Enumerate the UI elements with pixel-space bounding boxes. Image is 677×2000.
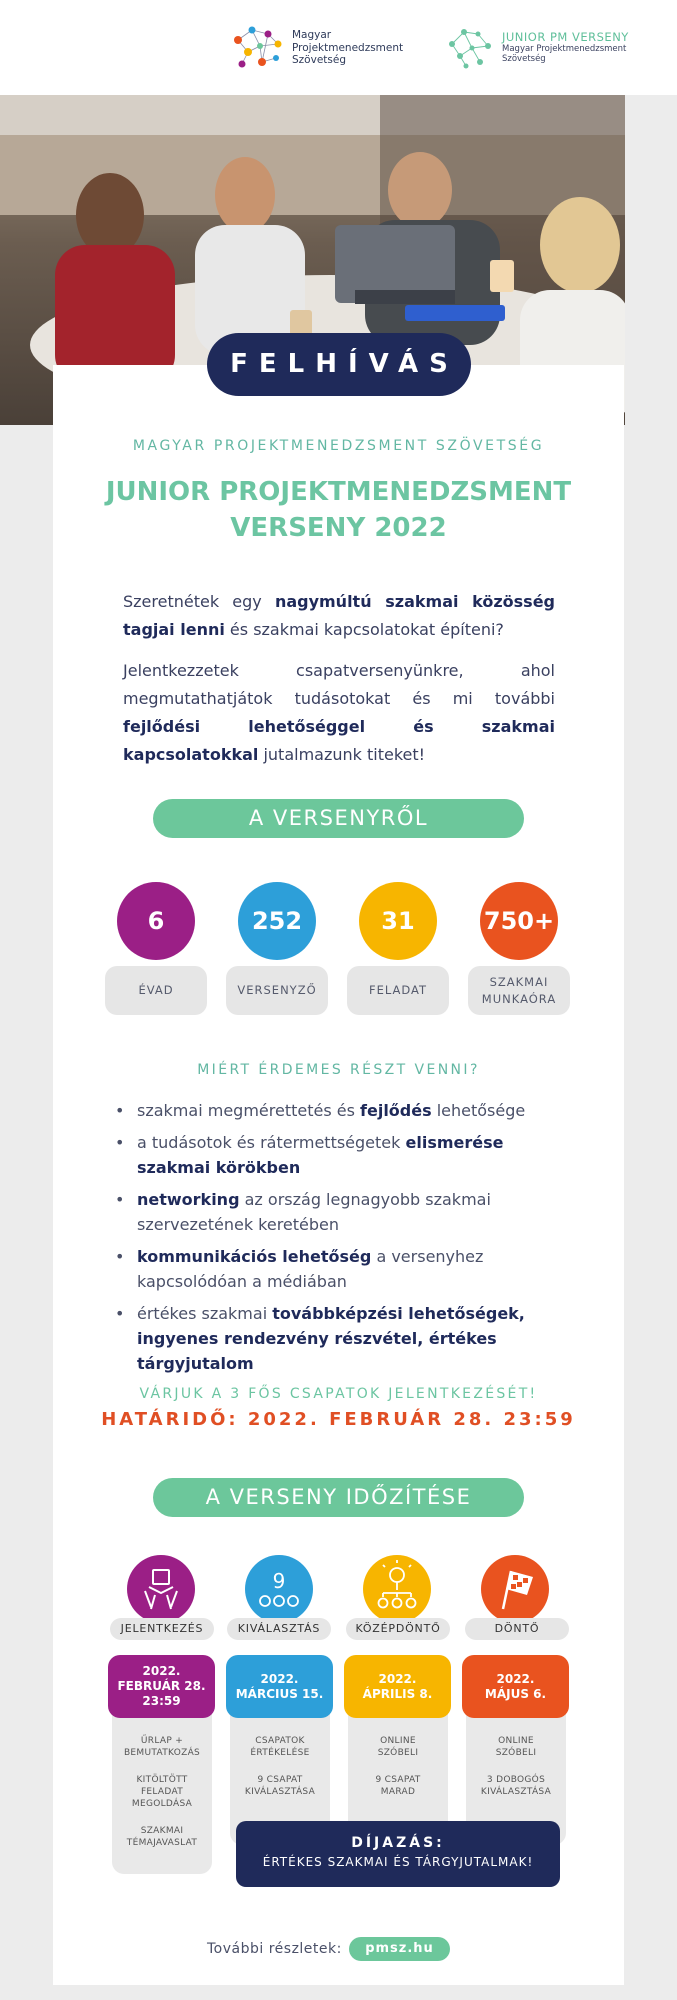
detail-item	[352, 1774, 444, 1798]
call-to-action: VÁRJUK A 3 FŐS CSAPATOK JELENTKEZÉSÉT!	[139, 1386, 538, 1402]
detail-item	[470, 1735, 562, 1759]
detail-item	[234, 1774, 326, 1798]
page-title-line-1: JUNIOR PROJEKTMENEDZSMENT	[105, 477, 572, 507]
jpm-logo-sub-line-1: Magyar Projektmenedzsment	[502, 44, 627, 55]
date-line: 2022.	[142, 1664, 181, 1678]
step-label: JELENTKEZÉS	[110, 1618, 214, 1640]
item-bold: networking	[137, 1190, 240, 1209]
deadline: HATÁRIDŐ: 2022. FEBRUÁR 28. 23:59	[101, 1409, 576, 1430]
date-line: ÁPRILIS 8.	[362, 1686, 433, 1701]
detail-line: ÉRTÉKELÉSE	[250, 1748, 310, 1758]
item-bold: továbbképzési lehetőségek, ingyenes rendezvény részvétel, értékes tárgyjutalom	[137, 1304, 525, 1373]
detail-item	[116, 1825, 208, 1849]
detail-line: KITÖLTÖTT FELADAT	[136, 1775, 188, 1797]
page-title-line-2: VERSENY 2022	[230, 513, 447, 543]
detail-item	[352, 1735, 444, 1759]
idea-network-icon	[363, 1555, 431, 1623]
detail-line: MARAD	[380, 1787, 416, 1797]
item-text: értékes szakmai	[137, 1304, 273, 1323]
stat-label-line-1: SZAKMAI	[489, 975, 549, 990]
stat-tasks	[347, 882, 449, 1015]
why-title: MIÉRT ÉRDEMES RÉSZT VENNI?	[197, 1062, 480, 1078]
network-logo-icon	[446, 24, 494, 72]
date-line: MÁRCIUS 15.	[235, 1686, 324, 1701]
stat-value: 750+	[480, 882, 558, 960]
date-line: 2022.	[378, 1671, 417, 1686]
date-line: 2022.	[496, 1671, 535, 1686]
item-bold: elismerése szakmai körökben	[137, 1133, 504, 1177]
date-line: MÁJUS 6.	[484, 1686, 547, 1701]
network-logo-icon	[232, 22, 284, 74]
footer-text: További részletek:	[207, 1941, 342, 1957]
item-text: a tudásotok és rátermettségetek	[137, 1133, 406, 1152]
intro-paragraph-1	[123, 588, 555, 644]
page-title	[0, 474, 677, 546]
stat-label: FELADAT	[347, 966, 449, 1015]
stat-label-line-2: MUNKAÓRA	[481, 991, 557, 1006]
org-name: MAGYAR PROJEKTMENEDZSMENT SZÖVETSÉG	[132, 438, 545, 454]
detail-item	[470, 1774, 562, 1798]
website-link[interactable]: pmsz.hu	[349, 1937, 450, 1961]
step-label: DÖNTŐ	[465, 1618, 569, 1640]
step-details	[112, 1705, 212, 1874]
intro-p2-bold: fejlődési lehetőséggel és szakmai kapcsolatokkal	[123, 717, 555, 764]
stat-value: 252	[238, 882, 316, 960]
jpm-logo[interactable]	[446, 24, 629, 72]
stat-label	[468, 966, 570, 1015]
list-item	[115, 1244, 575, 1294]
detail-line: SZAKMAI	[140, 1826, 184, 1836]
mpsz-name-line-1: Magyar	[292, 29, 332, 42]
selection-number: 9	[272, 1569, 286, 1593]
stat-competitors	[226, 882, 328, 1015]
step-label: KIVÁLASZTÁS	[227, 1618, 331, 1640]
list-item	[115, 1301, 575, 1376]
benefits-list	[115, 1098, 575, 1383]
prize-title: DÍJAZÁS:	[351, 1835, 445, 1851]
prize-box	[236, 1821, 560, 1887]
item-bold: fejlődés	[360, 1101, 432, 1120]
detail-line: 9 CSAPAT	[375, 1775, 421, 1785]
step-date	[108, 1655, 215, 1718]
detail-item	[116, 1774, 208, 1810]
finish-flag-icon	[481, 1555, 549, 1623]
header	[0, 0, 677, 95]
detail-line: BEMUTATKOZÁS	[123, 1748, 201, 1758]
detail-line: SZÓBELI	[377, 1748, 419, 1758]
item-text-end: lehetősége	[431, 1101, 526, 1120]
felhivas-banner: FELHÍVÁS	[207, 333, 471, 396]
stat-label: ÉVAD	[105, 966, 207, 1015]
intro-p1-text: Szeretnétek egy	[123, 592, 275, 611]
detail-line: KIVÁLASZTÁSA	[480, 1787, 552, 1797]
mpsz-name-line-3: Szövetség	[292, 54, 346, 67]
stat-value: 6	[117, 882, 195, 960]
about-heading: A VERSENYRŐL	[153, 799, 524, 838]
jpm-logo-title: JUNIOR PM VERSENY	[502, 30, 629, 45]
intro-p1-text-end: és szakmai kapcsolatokat építeni?	[224, 620, 504, 639]
stat-value: 31	[359, 882, 437, 960]
item-text: szakmai megmérettetés és	[137, 1101, 361, 1120]
jpm-logo-sub-line-2: Szövetség	[502, 53, 546, 64]
detail-line: ONLINE	[380, 1736, 416, 1746]
team-selection-icon	[245, 1555, 313, 1623]
detail-line: SZÓBELI	[495, 1748, 537, 1758]
detail-line: KIVÁLASZTÁSA	[244, 1787, 316, 1797]
detail-item	[116, 1735, 208, 1759]
intro-p1-bold: nagymúltú szakmai közösség tagjai lenni	[123, 592, 555, 639]
hands-together-icon	[127, 1555, 195, 1623]
step-label: KÖZÉPDÖNTŐ	[346, 1618, 450, 1640]
list-item	[115, 1098, 575, 1123]
item-text-end: az ország legnagyobb szakmai szervezetének keretében	[137, 1190, 491, 1234]
item-bold: kommunikációs lehetőség	[137, 1247, 372, 1266]
detail-line: MEGOLDÁSA	[131, 1799, 193, 1809]
detail-line: ŰRLAP +	[140, 1736, 184, 1746]
stat-seasons	[105, 882, 207, 1015]
date-line: 23:59	[142, 1694, 181, 1708]
step-date	[462, 1655, 569, 1718]
mpsz-logo[interactable]	[232, 22, 403, 74]
list-item	[115, 1130, 575, 1180]
detail-line: 3 DOBOGÓS	[486, 1775, 546, 1785]
intro-paragraph-2	[123, 657, 555, 769]
detail-item	[234, 1735, 326, 1759]
step-date	[226, 1655, 333, 1718]
mpsz-name-line-2: Projektmenedzsment	[292, 41, 404, 54]
stat-work-hours	[468, 882, 570, 1015]
detail-line: 9 CSAPAT	[257, 1775, 303, 1785]
list-item	[115, 1187, 575, 1237]
detail-line: CSAPATOK	[255, 1736, 305, 1746]
date-line: 2022.	[260, 1671, 299, 1686]
intro-p2-text-end: jutalmazunk titeket!	[258, 745, 426, 764]
step-date	[344, 1655, 451, 1718]
date-line: FEBRUÁR 28.	[117, 1679, 206, 1693]
stat-label: VERSENYZŐ	[226, 966, 328, 1015]
intro-p2-text: Jelentkezzetek csapatversenyünkre, ahol megmutathatjátok tudásotokat és mi további	[123, 661, 555, 708]
prize-subtitle: ÉRTÉKES SZAKMAI ÉS TÁRGYJUTALMAK!	[262, 1855, 534, 1869]
detail-line: TÉMAJAVASLAT	[126, 1838, 198, 1848]
item-text-end: a versenyhez kapcsolódóan a médiában	[137, 1247, 484, 1291]
timeline-heading: A VERSENY IDŐZÍTÉSE	[153, 1478, 524, 1517]
detail-line: ONLINE	[498, 1736, 534, 1746]
